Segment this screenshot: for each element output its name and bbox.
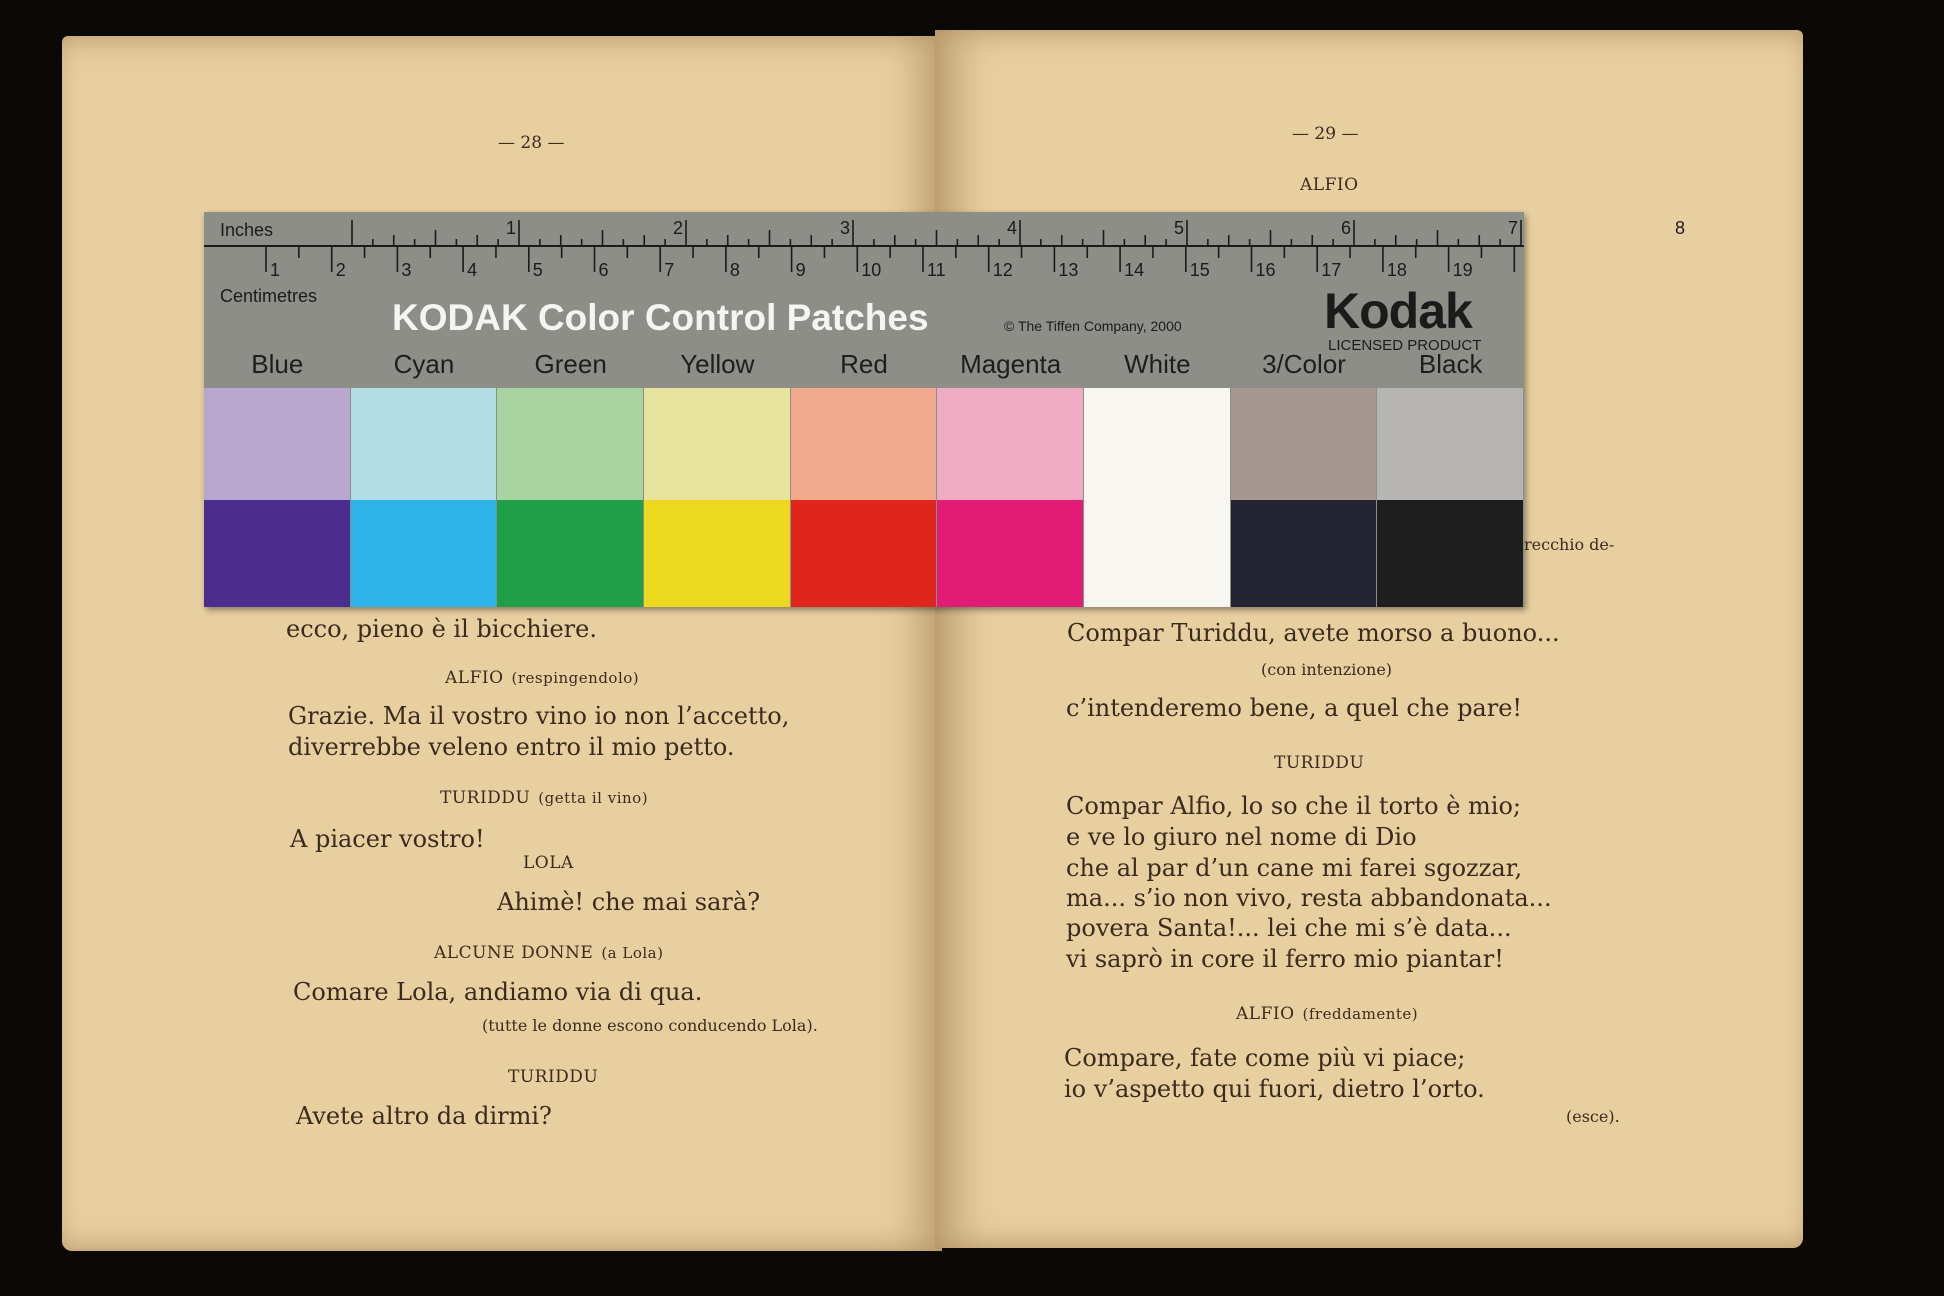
color-patch-dark: [1377, 500, 1523, 607]
text-fragment: recchio de-: [1524, 535, 1615, 554]
stage-direction: (respingendolo): [511, 669, 640, 687]
color-patch-light: [1084, 388, 1230, 500]
stage-direction: (con intenzione): [1261, 660, 1393, 679]
stage-direction: (a Lola): [601, 944, 664, 962]
cm-number: 17: [1321, 260, 1342, 280]
inch-number: 2: [673, 218, 684, 238]
patch-label: 3/Color: [1262, 349, 1346, 379]
color-patch-light: [937, 388, 1083, 500]
speaker-name: ALFIO: [445, 668, 504, 688]
inch-number: 8: [1675, 218, 1686, 238]
cm-number: 9: [795, 260, 806, 280]
cm-number: 10: [861, 260, 882, 280]
color-patch-light: [497, 388, 643, 500]
copyright-text: © The Tiffen Company, 2000: [1004, 318, 1182, 334]
speaker-heading: [508, 1067, 598, 1087]
color-patch-dark: [204, 500, 350, 607]
inches-label: Inches: [220, 220, 274, 240]
text-line: Ahimè! che mai sarà?: [497, 888, 761, 916]
stage-direction: (freddamente): [1302, 1005, 1419, 1023]
cm-number: 16: [1255, 260, 1276, 280]
color-patch-dark: [351, 500, 497, 607]
text-line: ecco, pieno è il bicchiere.: [286, 615, 597, 643]
patch-label: Red: [840, 349, 888, 379]
color-patch-dark: [791, 500, 937, 607]
cm-number: 7: [664, 260, 675, 280]
text-line: vi saprò in core il ferro mio piantar!: [1066, 945, 1504, 973]
inch-number: 5: [1174, 218, 1185, 238]
patch-label: Yellow: [680, 349, 755, 379]
licensed-product-text: LICENSED PRODUCT: [1328, 337, 1482, 354]
text-line: che al par d’un cane mi farei sgozzar,: [1066, 854, 1523, 882]
cm-number: 6: [598, 260, 609, 280]
inch-number: 7: [1508, 218, 1519, 238]
text-line: Comare Lola, andiamo via di qua.: [293, 978, 703, 1006]
stage-direction: (getta il vino): [538, 789, 649, 807]
cm-number: 14: [1124, 260, 1145, 280]
color-patch-dark: [644, 500, 790, 607]
page-number-right: — 29 —: [1292, 124, 1359, 144]
color-patch-dark: [937, 500, 1083, 607]
text-line: povera Santa!... lei che mi s’è data...: [1066, 914, 1512, 942]
color-patch-light: [644, 388, 790, 500]
color-patch-light: [204, 388, 350, 500]
speaker-name: ALFIO: [1236, 1004, 1295, 1024]
inch-number: 6: [1341, 218, 1352, 238]
color-patch-dark: [1084, 500, 1230, 607]
text-line: c’intenderemo bene, a quel che pare!: [1066, 694, 1523, 722]
speaker-heading: [434, 943, 663, 963]
text-line: e ve lo giuro nel nome di Dio: [1066, 823, 1417, 851]
text-line: Compare, fate come più vi piace;: [1064, 1044, 1466, 1072]
centimetres-label: Centimetres: [220, 286, 318, 306]
stage-direction: (esce).: [1566, 1107, 1620, 1126]
cm-number: 8: [729, 260, 740, 280]
cm-number: 12: [992, 260, 1013, 280]
cm-number: 1: [270, 260, 281, 280]
text-line: Compar Alfio, lo so che il torto è mio;: [1066, 792, 1522, 820]
text-line: A piacer vostro!: [290, 825, 485, 853]
speaker-name: LOLA: [523, 853, 574, 873]
color-patch-dark: [1231, 500, 1377, 607]
speaker-name: TURIDDU: [508, 1067, 599, 1087]
cm-number: 2: [335, 260, 346, 280]
patch-label: Cyan: [393, 349, 455, 379]
text-line: ma... s’io non vivo, resta abbandonata...: [1066, 884, 1552, 912]
text-line: diverrebbe veleno entro il mio petto.: [288, 733, 735, 761]
kodak-logo: Kodak: [1324, 283, 1472, 339]
inch-number: 3: [840, 218, 851, 238]
speaker-name: ALFIO: [1300, 175, 1359, 195]
text-line: Grazie. Ma il vostro vino io non l’accetto,: [288, 702, 790, 730]
speaker-name: TURIDDU: [440, 788, 531, 808]
patch-label: Magenta: [960, 349, 1062, 379]
cm-number: 5: [532, 260, 543, 280]
speaker-heading: [1274, 753, 1364, 773]
text-line: Compar Turiddu, avete morso a buono...: [1067, 619, 1560, 647]
page-number-left: — 28 —: [498, 133, 565, 153]
cm-number: 15: [1189, 260, 1210, 280]
cm-number: 18: [1386, 260, 1407, 280]
patch-label: Green: [534, 349, 607, 379]
patch-label: Black: [1418, 349, 1483, 379]
speaker-heading: [523, 853, 574, 873]
color-patch-dark: [497, 500, 643, 607]
color-patch-light: [791, 388, 937, 500]
cm-number: 3: [401, 260, 412, 280]
cm-number: 4: [467, 260, 478, 280]
cm-number: 13: [1058, 260, 1079, 280]
patch-label: Blue: [251, 349, 304, 379]
card-title: KODAK Color Control Patches: [392, 297, 929, 338]
inch-number: 1: [506, 218, 517, 238]
cm-number: 19: [1452, 260, 1473, 280]
color-patch-light: [351, 388, 497, 500]
cm-number: 11: [927, 260, 946, 280]
speaker-heading: [440, 788, 648, 808]
color-patch-light: [1377, 388, 1523, 500]
speaker-name: ALCUNE DONNE: [434, 943, 594, 963]
speaker-name: TURIDDU: [1274, 753, 1365, 773]
text-line: io v’aspetto qui fuori, dietro l’orto.: [1064, 1075, 1485, 1103]
color-patch-light: [1231, 388, 1377, 500]
text-line: Avete altro da dirmi?: [296, 1102, 552, 1130]
speaker-heading: [1236, 1004, 1418, 1024]
speaker-heading: [445, 668, 639, 688]
inch-number: 4: [1007, 218, 1018, 238]
stage-direction: (tutte le donne escono conducendo Lola).: [482, 1016, 818, 1035]
patch-label: White: [1124, 349, 1191, 379]
